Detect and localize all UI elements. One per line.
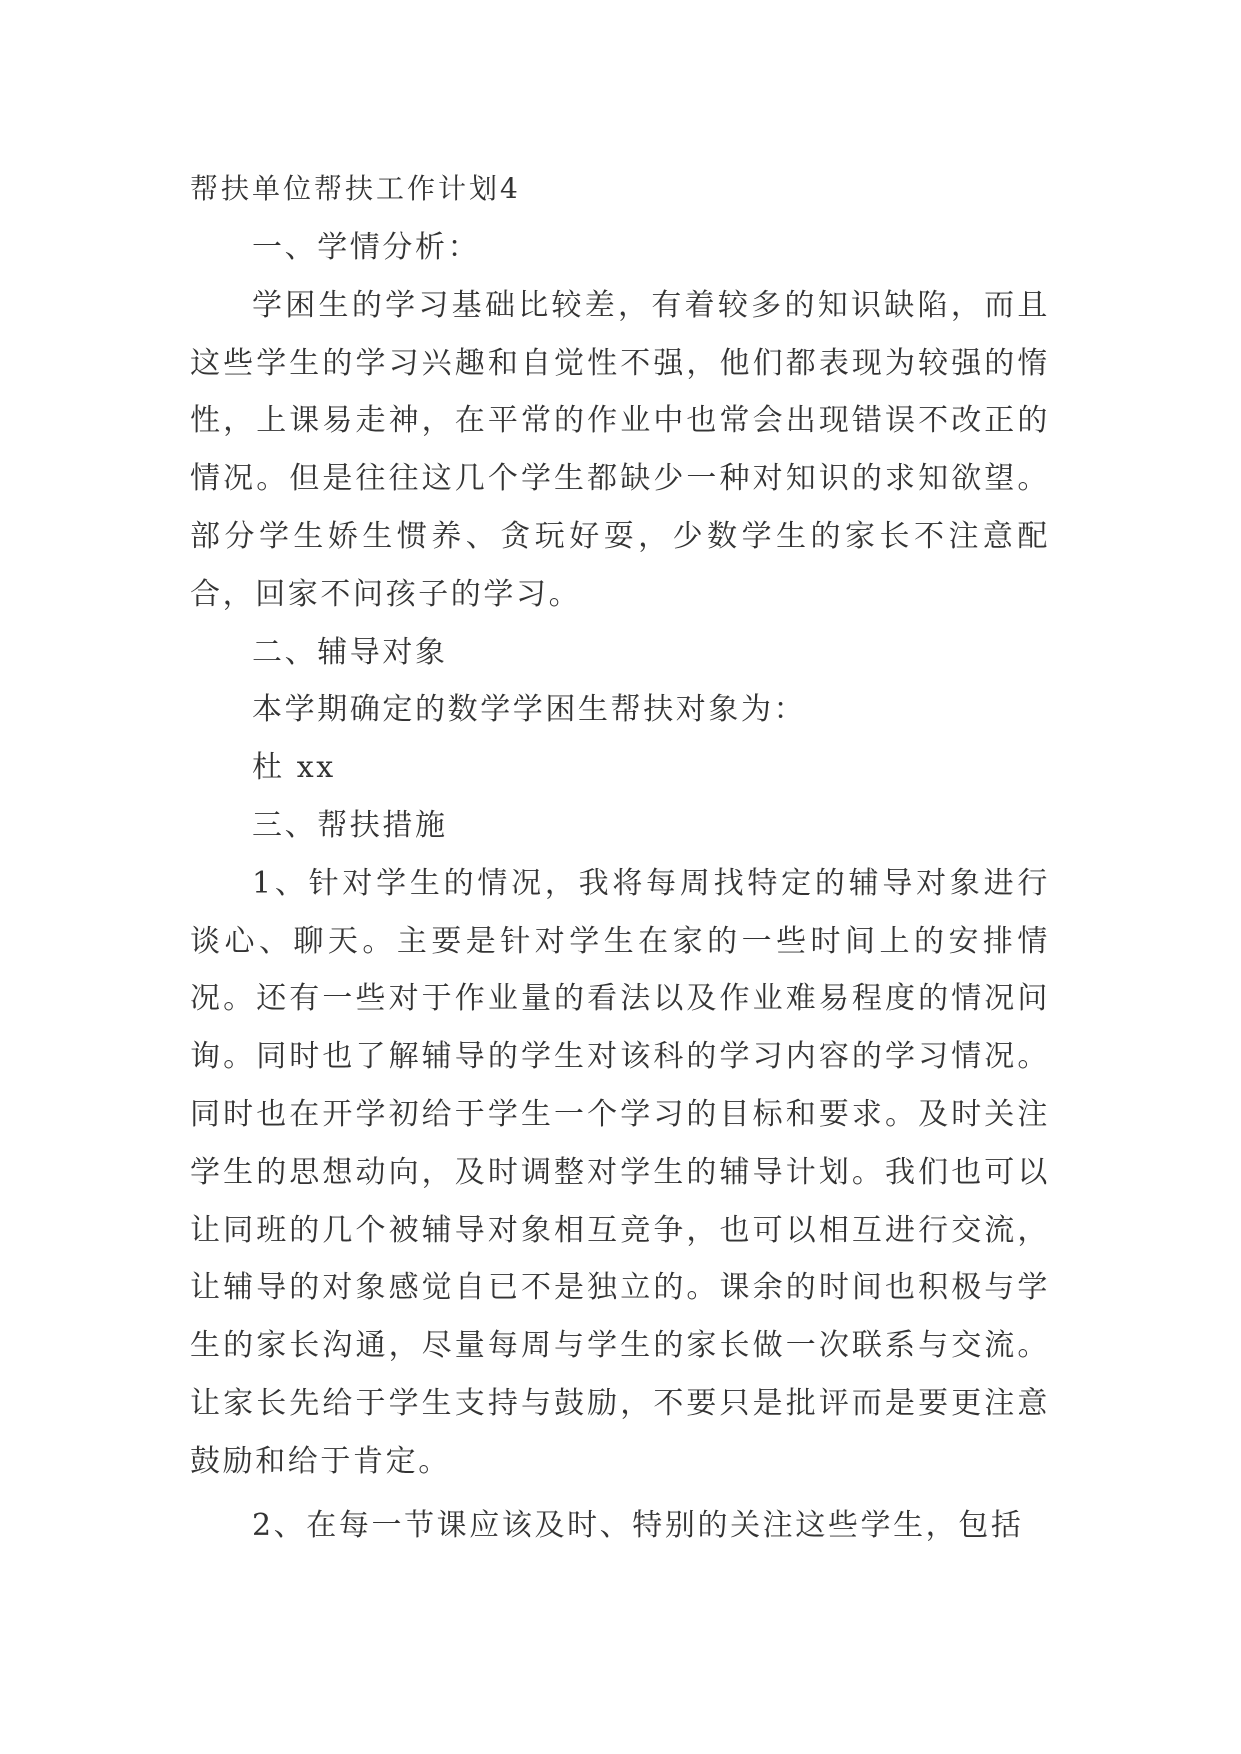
measure-2-paragraph: 2、在每一节课应该及时、特别的关注这些学生，包括 xyxy=(252,1507,1024,1543)
target-student-name: 杜 xx xyxy=(252,750,336,786)
document-body xyxy=(190,160,1050,1554)
document-title: 帮扶单位帮扶工作计划4 xyxy=(190,172,521,205)
analysis-paragraph: 学困生的学习基础比较差，有着较多的知识缺陷，而且这些学生的学习兴趣和自觉性不强，他们都表现为较强的惰性，上课易走神，在平常的作业中也常会出现错误不改正的情况。但是往往这几个学生都缺少一种对知识的求知欲望。部分学生娇生惯养、贪玩好耍，少数学生的家长不注意配合，回家不问孩子的学习。 xyxy=(190,287,1050,612)
measure-1-paragraph: 1、针对学生的情况，我将每周找特定的辅导对象进行谈心、聊天。主要是针对学生在家的一些时间上的安排情况。还有一些对于作业量的看法以及作业难易程度的情况问询。同时也了解辅导的学生对该科的学习内容的学习情况。同时也在开学初给于学生一个学习的目标和要求。及时关注学生的思想动向，及时调整对学生的辅导计划。我们也可以让同班的几个被辅导对象相互竞争，也可以相互进行交流，让辅导的对象感觉自已不是独立的。课余的时间也积极与学生的家长沟通，尽量每周与学生的家长做一次联系与交流。让家长先给于学生支持与鼓励，不要只是批评而是要更注意鼓励和给于肯定。 xyxy=(190,865,1050,1479)
section-heading-targets: 二、辅导对象 xyxy=(252,634,448,670)
section-heading-analysis: 一、学情分析： xyxy=(252,230,481,265)
section-heading-measures: 三、帮扶措施 xyxy=(252,807,448,843)
targets-intro-paragraph: 本学期确定的数学学困生帮扶对象为： xyxy=(252,692,807,728)
